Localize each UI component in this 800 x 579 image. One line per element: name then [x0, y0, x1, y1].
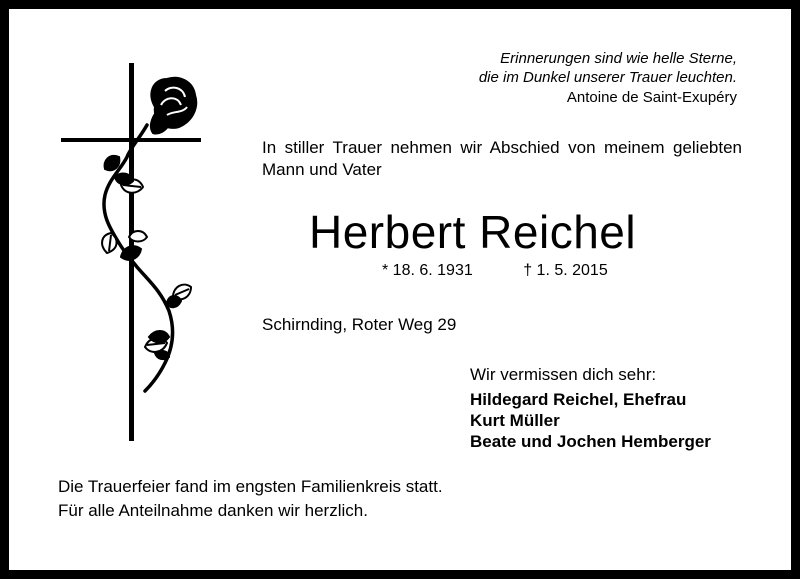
memorial-quote: [479, 49, 737, 107]
mourners-block: [470, 364, 711, 452]
cross-with-rose-icon: [61, 61, 221, 453]
birth-date: * 18. 6. 1931: [382, 262, 473, 279]
quote-line: die im Dunkel unserer Trauer leuchten.: [478, 69, 737, 86]
mourner-name: Beate und Jochen Hemberger: [470, 432, 711, 451]
mourner-name: Hildegard Reichel, Ehefrau: [470, 390, 687, 409]
closing-notice: [58, 475, 443, 523]
obituary-card: [9, 9, 791, 570]
intro-text: In stiller Trauer nehmen wir Abschied von meinem geliebten Mann und Vater: [262, 138, 742, 179]
address: Schirnding, Roter Weg 29: [262, 315, 457, 334]
closing-line: Für alle Anteilnahme danken wir herzlich.: [58, 501, 368, 520]
death-date: † 1. 5. 2015: [523, 262, 608, 279]
life-dates: [382, 261, 608, 281]
mourners-lead: Wir vermissen dich sehr:: [470, 365, 657, 384]
mourner-name: Kurt Müller: [470, 411, 560, 430]
quote-line: Erinnerungen sind wie helle Sterne,: [500, 50, 737, 67]
deceased-name: Herbert Reichel: [309, 206, 637, 258]
closing-line: Die Trauerfeier fand im engsten Familienkreis statt.: [58, 477, 443, 496]
quote-author: Antoine de Saint-Exupéry: [566, 89, 737, 106]
